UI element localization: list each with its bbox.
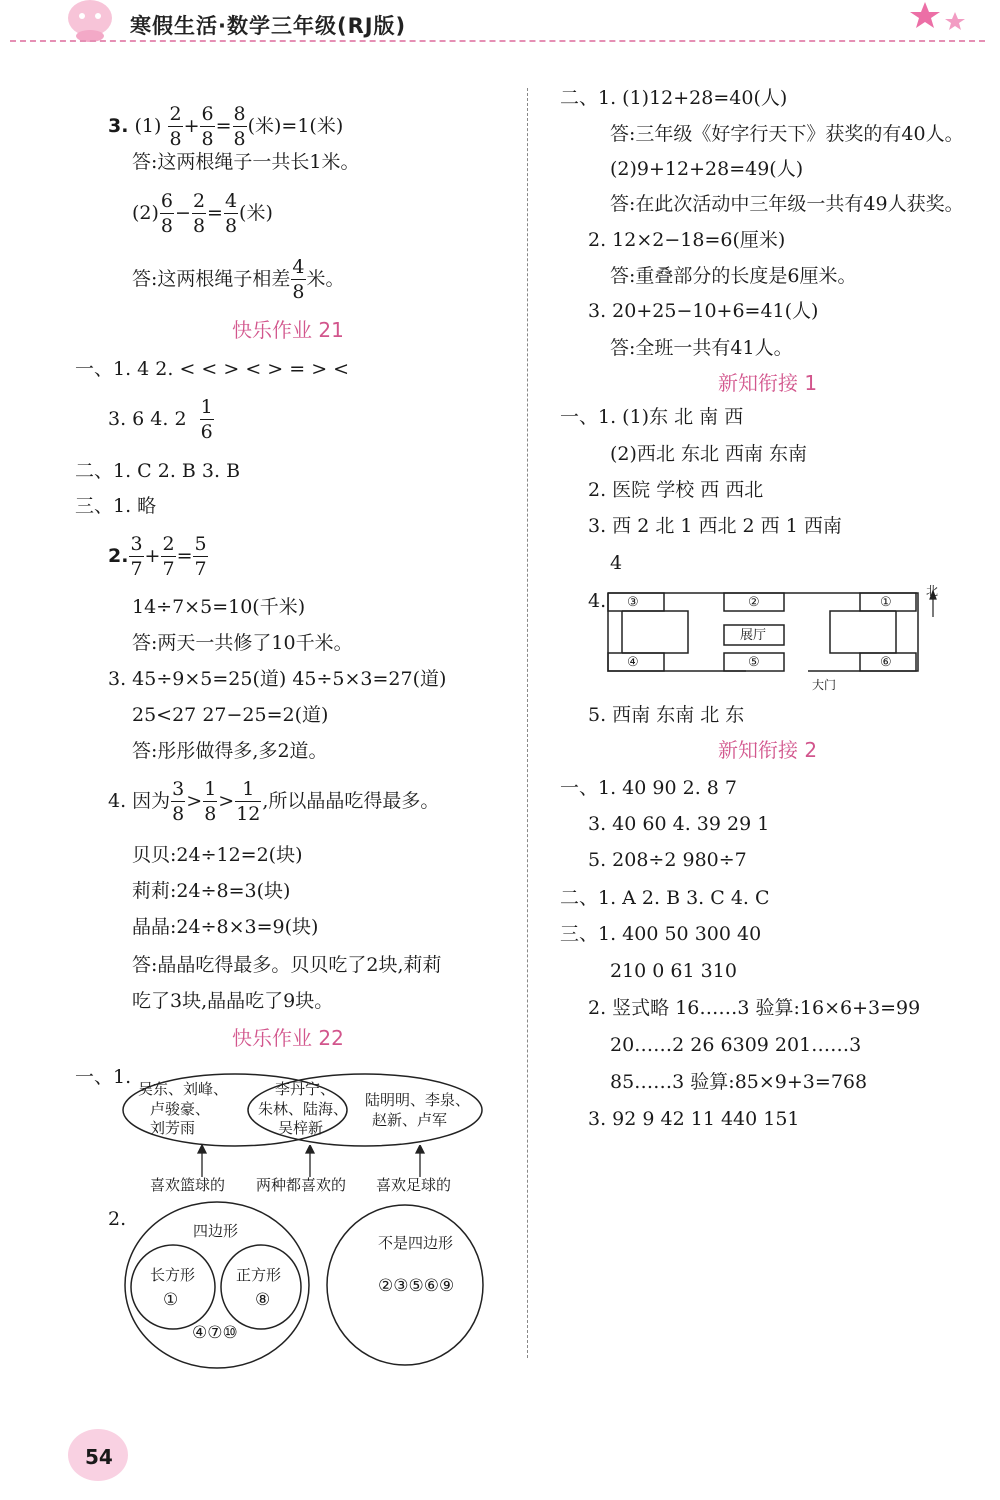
answer-line: 4	[610, 552, 623, 574]
section-title: 新知衔接 1	[718, 371, 818, 395]
answer-line: 贝贝:24÷12=2(块)	[132, 844, 303, 866]
square-label: 正方形	[236, 1266, 282, 1284]
answer-line: 3. 40 60 4. 39 29 1	[588, 813, 770, 835]
map-booth-5: ⑤	[748, 655, 760, 670]
answer-line: (2)9+12+28=49(人)	[610, 158, 804, 180]
venn-right-text: 陆明明、李泉、	[365, 1091, 471, 1109]
cartoon-character-icon	[60, 0, 120, 42]
fraction: $\frac{2}{8}$	[169, 103, 182, 150]
answer-text: 答:晶晶吃得最多。贝贝吃了2块,莉莉	[132, 954, 442, 976]
header-title: 寒假生活·数学三年级(RJ版)	[130, 14, 407, 38]
venn-middle-text: 吴梓新	[278, 1119, 324, 1137]
exhibition-map	[600, 585, 945, 695]
answer-line: 一、1.	[75, 1066, 132, 1088]
answer-line: 25<27 27−25=2(道)	[132, 704, 329, 726]
answer-line: 晶晶:24÷8×3=9(块)	[132, 916, 319, 938]
page-number: 54	[85, 1445, 113, 1469]
answer-line: 2. 竖式略 16……3 验算:16×6+3=99	[588, 997, 921, 1019]
map-north-label: 北	[926, 584, 939, 598]
answer-text: 答:这两根绳子一共长1米。	[132, 151, 360, 173]
answer-line: 一、1. 40 90 2. 8 7	[560, 777, 737, 799]
rectangle-label: 长方形	[150, 1266, 196, 1284]
answer-line: 一、1. 4 2. < < > < > = > <	[75, 358, 350, 380]
section-title: 快乐作业 21	[232, 318, 344, 342]
answer-line: (2)西北 东北 西南 东南	[610, 443, 808, 465]
answer-line: 3. 45÷9×5=25(道) 45÷5×3=27(道)	[108, 668, 447, 690]
answer-text: 答:彤彤做得多,多2道。	[132, 740, 328, 762]
answer-text: 答:三年级《好字行天下》获奖的有40人。	[610, 123, 964, 145]
answer-line: 二、1. A 2. B 3. C 4. C	[560, 887, 770, 909]
answer-text: 吃了3块,晶晶吃了9块。	[132, 990, 334, 1012]
answer-line: 20……2 26 6309 201……3	[610, 1034, 862, 1056]
venn-caption: 喜欢足球的	[376, 1176, 452, 1194]
header-divider	[10, 40, 985, 42]
quadrilateral-items: ④⑦⑩	[192, 1323, 238, 1343]
answer-line: 一、1. (1)东 北 南 西	[560, 406, 744, 428]
section-title: 新知衔接 2	[718, 738, 818, 762]
answer-line: 5. 208÷2 980÷7	[588, 849, 747, 871]
answer-line: 4. 因为 $\frac{3}{8}$ > $\frac{1}{8}$ > $\frac{1}{12}$ ,所以晶晶吃得最多。	[108, 778, 440, 825]
venn-left-text: 刘芳雨	[150, 1119, 196, 1137]
answer-line: 2.	[108, 1208, 127, 1230]
arrows	[120, 1145, 500, 1179]
map-hall-label: 展厅	[740, 628, 767, 643]
answer-line: 三、1. 略	[75, 495, 157, 517]
answer-line: 2. 12×2−18=6(厘米)	[588, 229, 786, 251]
answer-line: 2. 医院 学校 西 西北	[588, 479, 764, 501]
answer-line: 3. 20+25−10+6=41(人)	[588, 300, 819, 322]
fraction: $\frac{8}{8}$	[233, 103, 246, 150]
star-decoration-icon	[905, 0, 975, 40]
map-booth-2: ②	[748, 595, 760, 610]
answer-text: 答:两天一共修了10千米。	[132, 632, 353, 654]
map-booth-6: ⑥	[880, 655, 892, 670]
answer-text: 答:全班一共有41人。	[610, 337, 793, 359]
map-booth-4: ④	[627, 655, 639, 670]
fraction: $\frac{6}{8}$	[201, 103, 214, 150]
answer-line: 三、1. 400 50 300 40	[560, 923, 762, 945]
answer-line: 85……3 验算:85×9+3=768	[610, 1071, 868, 1093]
non-quadrilateral-items: ②③⑤⑥⑨	[378, 1276, 455, 1296]
venn-middle-text: 李丹宁、	[275, 1080, 336, 1098]
rectangle-items: ①	[163, 1290, 179, 1310]
answer-line: 莉莉:24÷8=3(块)	[132, 880, 291, 902]
answer-text: 答:这两根绳子相差 $\frac{4}{8}$ 米。	[132, 256, 345, 303]
map-booth-1: ①	[880, 595, 892, 610]
answer-line: 3. 6 4. 2 $\frac{1}{6}$	[108, 396, 213, 443]
column-divider	[527, 88, 528, 1358]
answer-line: 5. 西南 东南 北 东	[588, 704, 745, 726]
map-gate-label: 大门	[812, 678, 837, 692]
map-booth-3: ③	[627, 595, 639, 610]
answer-line: 3. 西 2 北 1 西北 2 西 1 西南	[588, 515, 842, 537]
problem-3-line-1: 3. (1) $\frac{2}{8}$ + $\frac{6}{8}$ = $\frac{8}{8}$ (米)=1(米)	[108, 103, 344, 150]
venn-left-text: 吴东、刘峰、	[138, 1080, 229, 1098]
problem-3-line-2: (2) $\frac{6}{8}$ − $\frac{2}{8}$ = $\frac{4}{8}$ (米)	[132, 190, 273, 237]
non-quadrilateral-label: 不是四边形	[378, 1234, 454, 1252]
square-items: ⑧	[255, 1290, 271, 1310]
venn-caption: 喜欢篮球的	[150, 1176, 226, 1194]
venn-left-text: 卢骏豪、	[150, 1100, 211, 1118]
answer-line: 3. 92 9 42 11 440 151	[588, 1108, 800, 1130]
venn-middle-text: 朱林、陆海、	[258, 1100, 349, 1118]
answer-line: 14÷7×5=10(千米)	[132, 596, 306, 618]
venn-right-text: 赵新、卢军	[372, 1111, 448, 1129]
answer-line: 2. $\frac{3}{7}$ + $\frac{2}{7}$ = $\frac{5}{7}$	[108, 533, 207, 580]
quadrilateral-label: 四边形	[193, 1222, 239, 1240]
section-title: 快乐作业 22	[232, 1026, 344, 1050]
answer-text: 答:在此次活动中三年级一共有49人获奖。	[610, 193, 964, 215]
answer-line: 4.	[588, 590, 607, 612]
answer-line: 二、1. (1)12+28=40(人)	[560, 87, 788, 109]
venn-caption: 两种都喜欢的	[256, 1176, 347, 1194]
answer-line: 二、1. C 2. B 3. B	[75, 460, 241, 482]
answer-text: 答:重叠部分的长度是6厘米。	[610, 265, 857, 287]
answer-line: 210 0 61 310	[610, 960, 737, 982]
